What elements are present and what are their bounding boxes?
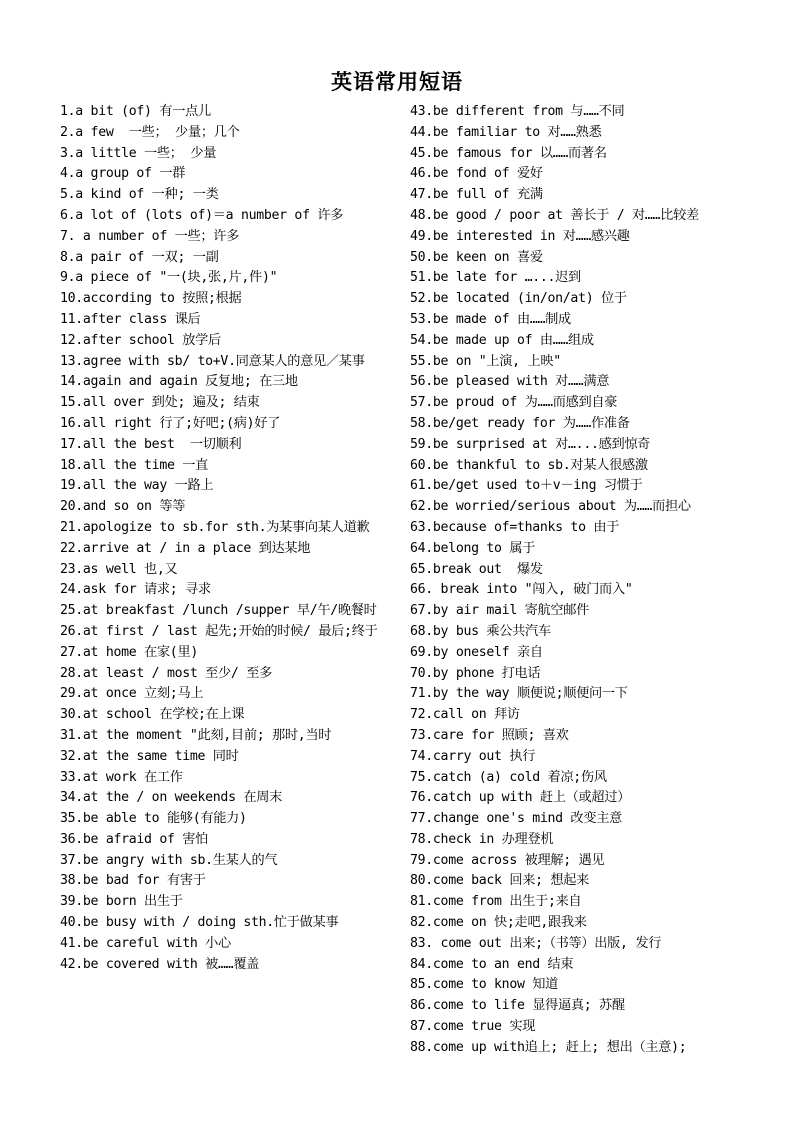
phrase-item: 58.be/get ready for 为……作准备 [410,415,630,431]
phrase-item: 37.be angry with sb.生某人的气 [60,852,278,868]
phrase-item: 62.be worried/serious about 为……而担心 [410,499,691,515]
phrase-item: 9.a piece of "一(块,张,片,件)" [60,270,278,286]
phrase-item: 43.be different from 与……不同 [410,104,625,119]
phrase-item: 65.break out 爆发 [410,561,543,577]
phrase-item: 8.a pair of 一双; 一副 [60,249,219,265]
phrase-item: 19.all the way 一路上 [60,478,214,494]
phrase-item: 88.come up with追上; 赶上; 想出（主意); [410,1039,687,1055]
phrase-item: 60.be thankful to sb.对某人很感激 [410,457,648,473]
phrase-item: 38.be bad for 有害于 [60,873,206,889]
phrase-item: 86.come to life 显得逼真; 苏醒 [410,998,625,1014]
phrase-item: 24.ask for 请求; 寻求 [60,582,211,598]
phrase-item: 79.come across 被理解; 遇见 [410,852,605,868]
phrase-item: 10.according to 按照;根据 [60,291,242,307]
phrase-item: 36.be afraid of 害怕 [60,831,209,847]
phrase-item: 68.by bus 乘公共汽车 [410,623,551,639]
phrase-item: 18.all the time 一直 [60,457,209,473]
phrase-item: 85.come to know 知道 [410,977,559,993]
phrase-item: 84.come to an end 结束 [410,956,574,972]
phrase-item: 27.at home 在家(里) [60,644,198,660]
phrase-item: 69.by oneself 亲自 [410,644,543,660]
phrase-item: 46.be fond of 爱好 [410,166,543,182]
phrase-item: 16.all right 行了;好吧;(病)好了 [60,415,281,431]
phrase-item: 34.at the / on weekends 在周末 [60,790,283,806]
phrase-item: 3.a little 一些； 少量 [60,145,217,161]
phrase-item: 81.come from 出生于;来自 [410,894,582,910]
phrase-item: 17.all the best 一切顺利 [60,436,242,452]
phrase-item: 2.a few 一些； 少量；几个 [60,124,240,140]
phrase-item: 72.call on 拜访 [410,707,520,723]
phrase-item: 50.be keen on 喜爱 [410,249,543,265]
phrase-item: 80.come back 回来; 想起来 [410,873,590,889]
phrase-item: 1.a bit (of) 有一点儿 [60,104,211,119]
phrase-list-left [60,102,386,975]
phrase-item: 57.be proud of 为……而感到自豪 [410,395,618,411]
phrase-item: 75.catch (a) cold 着凉;伤风 [410,769,607,785]
phrase-item: 66. break into "闯入, 破门而入" [410,582,633,598]
phrase-list-right [410,102,750,1059]
phrase-item: 82.come on 快;走吧,跟我来 [410,915,587,931]
phrase-item: 44.be familiar to 对……熟悉 [410,124,602,140]
phrase-item: 73.care for 照顾; 喜欢 [410,727,569,743]
phrase-item: 25.at breakfast /lunch /supper 早/午/晚餐时 [60,603,377,619]
page-title: 英语常用短语 [331,70,463,94]
phrase-item: 23.as well 也,又 [60,561,178,577]
phrase-item: 70.by phone 打电话 [410,665,541,681]
phrase-item: 78.check in 办理登机 [410,831,554,847]
phrase-item: 49.be interested in 对……感兴趣 [410,228,630,244]
phrase-item: 59.be surprised at 对…...感到惊奇 [410,436,651,452]
phrase-item: 28.at least / most 至少/ 至多 [60,665,272,681]
phrase-item: 40.be busy with / doing sth.忙于做某事 [60,915,339,931]
phrase-item: 63.because of=thanks to 由于 [410,519,620,535]
phrase-item: 47.be full of 充满 [410,187,543,203]
phrase-item: 76.catch up with 赶上（或超过） [410,790,631,806]
phrase-item: 33.at work 在工作 [60,769,183,785]
phrase-item: 22.arrive at / in a place 到达某地 [60,540,311,556]
phrase-item: 52.be located (in/on/at) 位于 [410,291,627,307]
phrase-item: 20.and so on 等等 [60,499,186,515]
phrase-item: 64.belong to 属于 [410,540,536,556]
phrase-item: 55.be on "上演, 上映" [410,353,561,369]
phrase-item: 31.at the moment "此刻,目前; 那时,当时 [60,727,332,743]
phrase-item: 87.come true 实现 [410,1019,536,1035]
phrase-item: 4.a group of 一群 [60,166,186,182]
phrase-item: 61.be/get used to＋v－ing 习惯于 [410,478,643,494]
phrase-item: 14.again and again 反复地; 在三地 [60,374,298,390]
phrase-item: 11.after class 课后 [60,311,201,327]
phrase-item: 71.by the way 顺便说;顺便问一下 [410,686,628,702]
phrase-item: 48.be good / poor at 善长于 / 对……比较差 [410,207,699,223]
phrase-item: 51.be late for …...迟到 [410,270,581,286]
phrase-item: 6.a lot of (lots of)＝a number of 许多 [60,207,344,223]
phrase-item: 7. a number of 一些；许多 [60,228,240,244]
phrase-item: 42.be covered with 被……覆盖 [60,956,260,972]
phrase-item: 53.be made of 由……制成 [410,311,571,327]
phrase-item: 45.be famous for 以……而著名 [410,145,607,161]
phrase-item: 30.at school 在学校;在上课 [60,707,245,723]
phrase-item: 56.be pleased with 对……满意 [410,374,610,390]
phrase-item: 54.be made up of 由……组成 [410,332,594,348]
phrase-item: 5.a kind of 一种; 一类 [60,187,219,203]
phrase-item: 21.apologize to sb.for sth.为某事向某人道歉 [60,519,370,535]
phrase-item: 39.be born 出生于 [60,894,183,910]
phrase-item: 83. come out 出来;（书等）出版, 发行 [410,935,662,951]
phrase-item: 13.agree with sb/ to+V.同意某人的意见／某事 [60,353,365,369]
phrase-item: 15.all over 到处; 遍及; 结束 [60,395,260,411]
phrase-item: 67.by air mail 寄航空邮件 [410,603,590,619]
phrase-item: 35.be able to 能够(有能力) [60,811,247,827]
phrase-item: 41.be careful with 小心 [60,935,231,951]
phrase-item: 74.carry out 执行 [410,748,536,764]
phrase-item: 77.change one's mind 改变主意 [410,811,622,827]
phrase-item: 29.at once 立刻;马上 [60,686,204,702]
phrase-item: 32.at the same time 同时 [60,748,239,764]
phrase-item: 12.after school 放学后 [60,332,221,348]
phrase-item: 26.at first / last 起先;开始的时候/ 最后;终于 [60,623,378,639]
